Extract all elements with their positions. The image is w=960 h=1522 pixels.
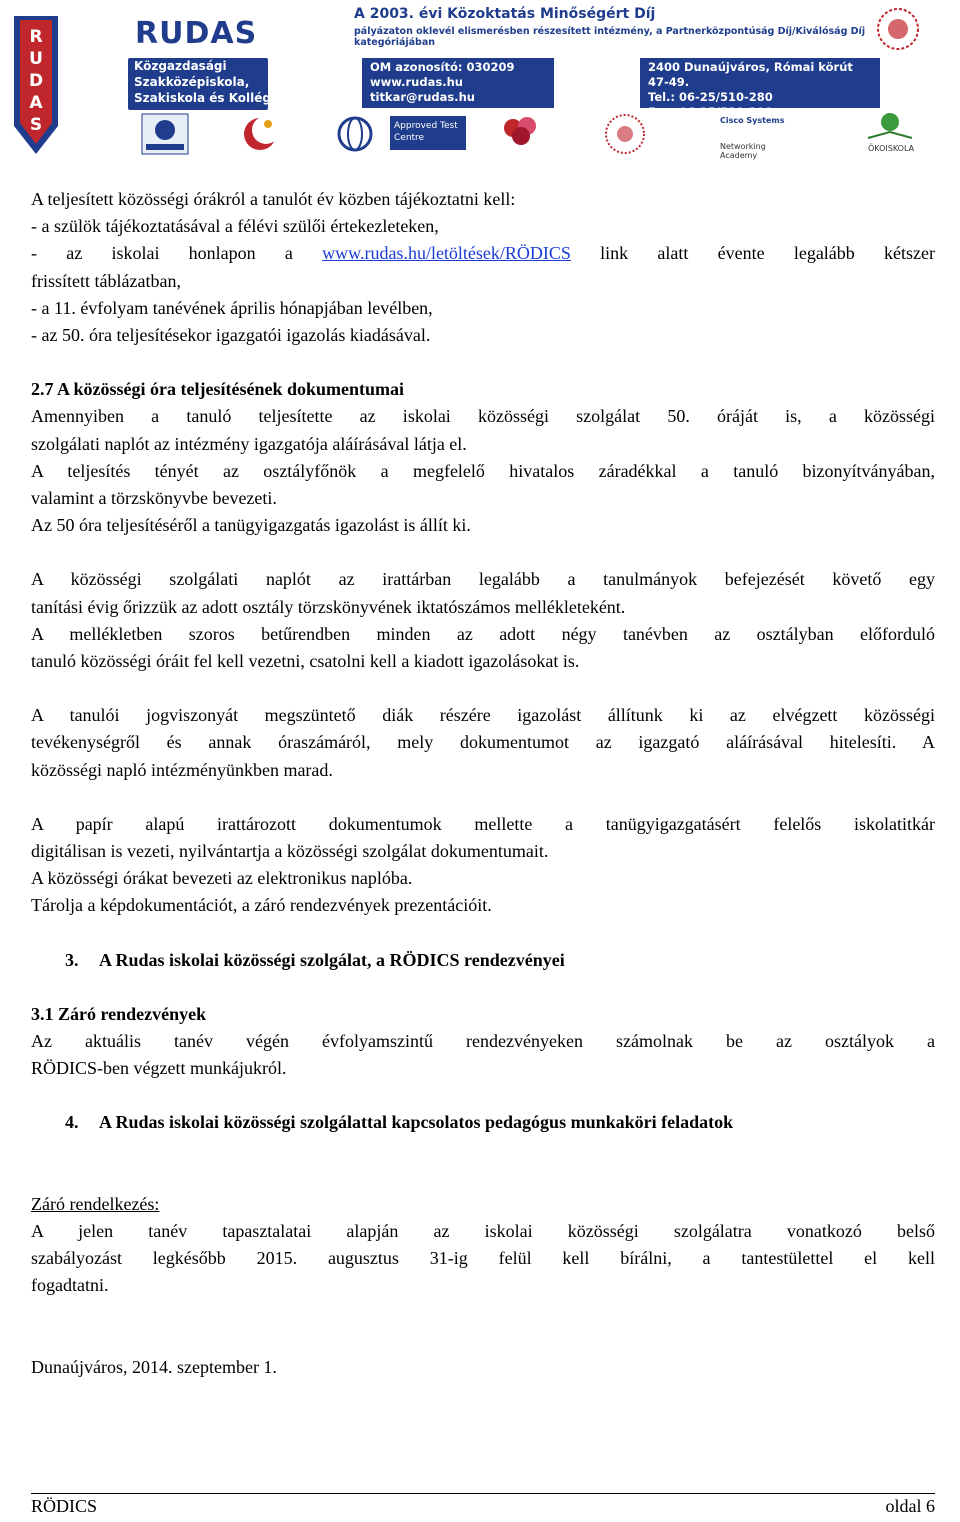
text-line: A tanulói jogviszonyát megszüntető diák részére igazolást állítunk ki az elvégzett közösségi bbox=[31, 705, 935, 726]
section-heading-2-7: 2.7 A közösségi óra teljesítésének dokumentumai bbox=[31, 379, 404, 400]
text-line: digitálisan is vezeti, nyilvántartja a közösségi szolgálat dokumentumait. bbox=[31, 841, 549, 862]
partner-logo-icon bbox=[140, 112, 190, 156]
heading-number: 3. bbox=[65, 949, 79, 970]
text-line: A teljesítés tényét az osztályfőnök a megfelelő hivatalos záradékkal a tanuló bizonyítványában, bbox=[31, 460, 935, 481]
text-line: Az 50 óra teljesítéséről a tanügyigazgatás igazolást is állít ki. bbox=[31, 515, 471, 536]
school-line: Szakközépiskola, bbox=[134, 75, 250, 89]
heading-text: A Rudas iskolai közösségi szolgálattal kapcsolatos pedagógus munkaköri feladatok bbox=[99, 1112, 734, 1133]
text-line: A jelen tanév tapasztalatai alapján az iskolai közösségi szolgálatra vonatkozó belső bbox=[31, 1220, 935, 1241]
okoiskola-label: ÖKOISKOLA bbox=[868, 144, 915, 153]
globe-logo-icon bbox=[335, 112, 375, 156]
vertical-letter: R bbox=[29, 27, 43, 47]
text-line: A teljesített közösségi órákról a tanulót év közben tájékoztatni kell: bbox=[31, 189, 516, 209]
text-line: A közösségi szolgálati naplót az irattárban legalább a tanulmányok befejezését követő egy bbox=[31, 569, 935, 590]
text-line: valamint a törzskönyvbe bevezeti. bbox=[31, 488, 277, 509]
email: titkar@rudas.hu bbox=[370, 90, 475, 104]
section-heading-3-1: 3.1 Záró rendezvények bbox=[31, 1003, 207, 1024]
text-line: tanuló közösségi óráit fel kell vezetni, csatolni kell a kiadott igazolásokat is. bbox=[31, 651, 580, 672]
date-line: Dunaújváros, 2014. szeptember 1. bbox=[31, 1356, 277, 1377]
heading-number: 4. bbox=[65, 1112, 79, 1133]
section-heading-4 bbox=[31, 1109, 935, 1136]
heading-text: A Rudas iskolai közösségi szolgálat, a RÖDICS rendezvényei bbox=[99, 949, 565, 970]
book-tree-icon bbox=[860, 112, 920, 142]
letterhead bbox=[0, 0, 960, 160]
school-line: Szakiskola és Kollégium bbox=[134, 91, 297, 105]
partner-logos bbox=[130, 112, 920, 160]
text-line: frissített táblázatban, bbox=[31, 270, 181, 291]
text-line: szolgálati naplót az intézmény igazgatója aláírásával látja el. bbox=[31, 433, 467, 454]
text-line: Amennyiben a tanuló teljesítette az iskolai közösségi szolgálat 50. óráját is, a közösségi bbox=[31, 406, 935, 427]
phone: Tel.: 06-25/510-280 bbox=[648, 90, 773, 104]
text-line: A mellékletben szoros betűrendben minden az adott négy tanévben az osztályban előforduló bbox=[31, 623, 935, 644]
cisco-logo bbox=[720, 116, 786, 160]
text-line: fogadtatni. bbox=[31, 1275, 109, 1296]
text-line: közösségi napló intézményünkben marad. bbox=[31, 759, 333, 780]
text-line: Az aktuális tanév végén évfolyamszintű rendezvényeken számolnak be az osztályok a bbox=[31, 1031, 935, 1052]
section-heading-3 bbox=[31, 947, 935, 974]
page-number: oldal 6 bbox=[885, 1496, 935, 1516]
vertical-letter: D bbox=[28, 71, 44, 91]
document-body bbox=[31, 186, 935, 1381]
text-line: szabályozást legkésőbb 2015. augusztus 31-ig felül kell bírálni, a tantestülettel el kell bbox=[31, 1248, 935, 1269]
contact-info-mid bbox=[362, 58, 554, 108]
award-title: A 2003. évi Közoktatás Minőségért Díj bbox=[354, 6, 656, 22]
rodics-link[interactable]: www.rudas.hu/letöltések/RÖDICS bbox=[322, 243, 571, 264]
text-line bbox=[31, 240, 935, 267]
text-line: RÖDICS-ben végzett munkájukról. bbox=[31, 1058, 287, 1079]
address: 2400 Dunaújváros, Római körút 47-49. bbox=[648, 60, 853, 89]
text-fragment: - az iskolai honlapon a bbox=[31, 243, 293, 264]
okoiskola-logo bbox=[860, 112, 920, 156]
text-line: A papír alapú irattározott dokumentumok mellette a tanügyigazgatásért felelős iskolatitkár bbox=[31, 813, 935, 834]
vertical-letter: U bbox=[29, 49, 43, 69]
rudas-logo-text: RUDAS bbox=[135, 16, 258, 51]
vertical-letter: A bbox=[29, 93, 43, 113]
vertical-letter: S bbox=[29, 115, 43, 135]
award-subtitle: pályázaton oklevél elismerésben részesített intézmény, a Partnerközpontúság Díj/Kiválóság Díj kategóriájában bbox=[354, 26, 866, 48]
text-line: tanítási évig őrizzük az adott osztály törzskönyvének iktatószámos mellékleteként. bbox=[31, 596, 626, 617]
text-fragment: link alatt évente legalább kétszer bbox=[600, 243, 935, 264]
closing-provisions-label: Záró rendelkezés: bbox=[31, 1193, 160, 1214]
school-line: Közgazdasági bbox=[134, 59, 227, 73]
networking-academy-label: Networking Academy bbox=[720, 142, 766, 160]
seal-logo-icon bbox=[600, 112, 650, 156]
text-line: Tárolja a képdokumentációt, a záró rendezvények prezentációit. bbox=[31, 895, 492, 916]
cisco-systems-label: Cisco Systems bbox=[720, 116, 785, 125]
text-line: A közösségi órákat bevezeti az elektronikus naplóba. bbox=[31, 868, 413, 889]
footer-title: RÖDICS bbox=[31, 1496, 98, 1516]
approved-test-centre-logo: Approved Test Centre bbox=[390, 116, 466, 150]
website: www.rudas.hu bbox=[370, 75, 463, 89]
text-line: - a 11. évfolyam tanévének április hónapjában levélben, bbox=[31, 297, 433, 318]
text-line: tevékenységről és annak óraszámáról, mely dokumentumot az igazgató aláírásával hitelesíti. A bbox=[31, 732, 935, 753]
text-line: - a szülök tájékoztatásával a félévi szülői értekezleteken, bbox=[31, 216, 439, 237]
balloons-logo-icon bbox=[495, 112, 545, 156]
quality-award-icon bbox=[868, 4, 928, 54]
text-line: - az 50. óra teljesítésekor igazgatói igazolás kiadásával. bbox=[31, 325, 431, 346]
rudas-vertical-logo bbox=[6, 6, 66, 156]
om-id: OM azonosító: 030209 bbox=[370, 60, 515, 74]
contact-info-right bbox=[640, 58, 880, 119]
fax: Fax: 06-25/510-299 bbox=[648, 105, 773, 119]
footer-divider bbox=[31, 1493, 935, 1494]
school-name bbox=[128, 58, 296, 106]
crescent-logo-icon bbox=[235, 112, 285, 156]
